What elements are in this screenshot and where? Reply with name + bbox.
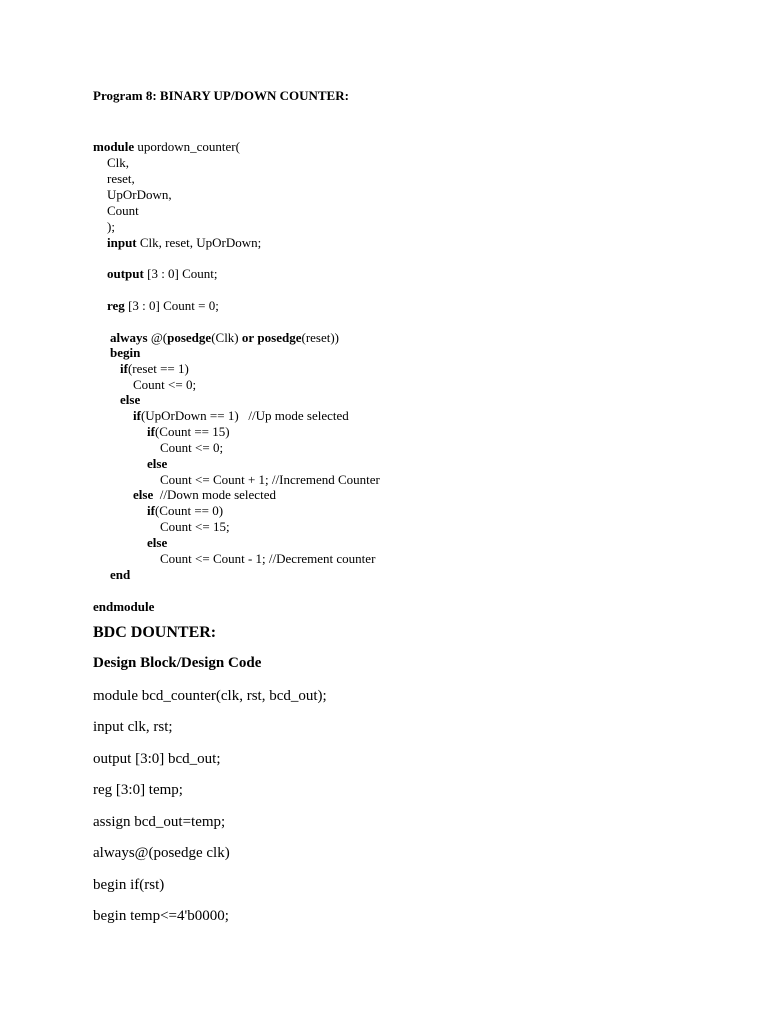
code-line: begin if(rst) (93, 877, 165, 893)
keyword: posedge (257, 330, 302, 345)
keyword: if (147, 424, 155, 439)
code-line: UpOrDown, (107, 187, 172, 202)
code-line: Count (107, 203, 139, 218)
section-heading: BDC DOUNTER: (93, 624, 217, 641)
code-text: (Clk) (211, 330, 242, 345)
code-text: @( (147, 330, 168, 345)
code-line: Count <= 0; (160, 440, 224, 455)
code-line (147, 425, 230, 438)
code-line (133, 409, 349, 422)
code-line: input clk, rst; (93, 719, 173, 735)
code-line: else (147, 456, 168, 471)
code-line: begin (110, 345, 141, 360)
code-line: module bcd_counter(clk, rst, bcd_out); (93, 688, 327, 704)
code-text: [3 : 0] Count = 0; (124, 298, 219, 313)
code-line: else (120, 392, 141, 407)
code-text: //Down mode selected (153, 487, 276, 502)
code-text: (reset)) (301, 330, 340, 345)
code-line: begin temp<=4'b0000; (93, 908, 229, 924)
code-line: assign bcd_out=temp; (93, 814, 226, 830)
code-line (107, 236, 261, 249)
code-line: end (110, 567, 131, 582)
code-text: [3 : 0] Count; (143, 266, 218, 281)
keyword: if (120, 361, 128, 376)
code-line (107, 299, 219, 312)
code-line (133, 488, 276, 501)
code-line (110, 331, 339, 344)
code-text: (Count == 15) (154, 424, 230, 439)
section-subheading: Design Block/Design Code (93, 655, 262, 671)
code-line: reg [3:0] temp; (93, 782, 183, 798)
keyword: reg (107, 298, 125, 313)
code-line: Count <= Count - 1; //Decrement counter (160, 551, 376, 566)
code-line: reset, (107, 171, 135, 186)
keyword: or (241, 330, 255, 345)
code-text: (reset == 1) (127, 361, 189, 376)
keyword: input (107, 235, 137, 250)
keyword: always (110, 330, 148, 345)
keyword: posedge (167, 330, 212, 345)
code-line: Count <= 15; (160, 519, 230, 534)
code-text: Clk, reset, UpOrDown; (136, 235, 262, 250)
code-line (107, 267, 218, 280)
keyword: if (147, 503, 155, 518)
keyword: module (93, 139, 135, 154)
code-text: (Count == 0) (154, 503, 224, 518)
code-text: upordown_counter( (134, 139, 240, 154)
code-line (120, 362, 189, 375)
code-line: Clk, (107, 155, 130, 170)
keyword: if (133, 408, 141, 423)
code-line (147, 504, 223, 517)
code-line: output [3:0] bcd_out; (93, 751, 221, 767)
code-text: (UpOrDown == 1) //Up mode selected (140, 408, 349, 423)
code-line: else (147, 535, 168, 550)
code-line: Count <= Count + 1; //Incremend Counter (160, 472, 380, 487)
keyword: else (133, 487, 154, 502)
keyword: output (107, 266, 144, 281)
code-line: endmodule (93, 599, 155, 614)
code-line: always@(posedge clk) (93, 845, 230, 861)
program-title: Program 8: BINARY UP/DOWN COUNTER: (93, 88, 349, 103)
code-line: ); (107, 219, 115, 234)
code-line (93, 140, 240, 153)
code-line: Count <= 0; (133, 377, 197, 392)
